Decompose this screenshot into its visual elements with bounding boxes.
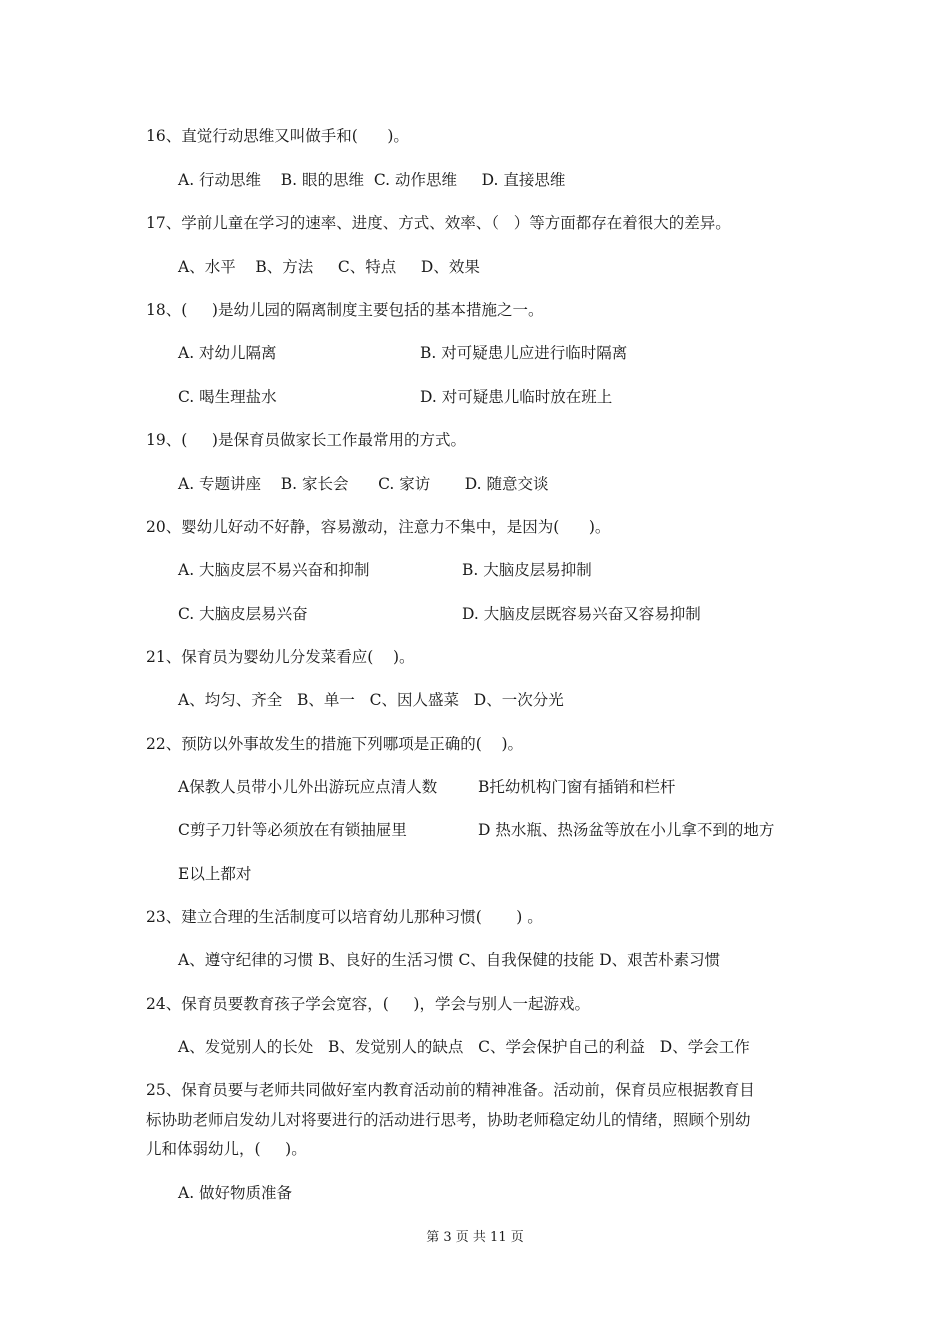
question-19-options: A. 专题讲座 B. 家长会 C. 家访 D. 随意交谈 xyxy=(178,475,549,493)
question-25-option-a: A. 做好物质准备 xyxy=(178,1184,293,1202)
question-25-stem-line-2: 标协助老师启发幼儿对将要进行的活动进行思考，协助老师稳定幼儿的情绪，照顾个别幼 xyxy=(146,1111,751,1129)
question-25-stem-line-1: 25、保育员要与老师共同做好室内教育活动前的精神准备。活动前，保育员应根据教育目 xyxy=(146,1081,755,1099)
question-18-stem: 18、( )是幼儿园的隔离制度主要包括的基本措施之一。 xyxy=(146,301,544,319)
question-18-option-d: D. 对可疑患儿临时放在班上 xyxy=(420,388,613,406)
question-22-option-d: D 热水瓶、热汤盆等放在小儿拿不到的地方 xyxy=(478,821,775,839)
question-16-stem: 16、直觉行动思维又叫做手和( )。 xyxy=(146,127,409,145)
question-19-stem: 19、( )是保育员做家长工作最常用的方式。 xyxy=(146,431,466,449)
question-20-stem: 20、婴幼儿好动不好静，容易激动，注意力不集中，是因为( )。 xyxy=(146,518,611,536)
question-24-stem: 24、保育员要教育孩子学会宽容，( )，学会与别人一起游戏。 xyxy=(146,995,590,1013)
question-17-options: A、水平 B、方法 C、特点 D、效果 xyxy=(178,258,480,276)
question-24-options: A、发觉别人的长处 B、发觉别人的缺点 C、学会保护自己的利益 D、学会工作 xyxy=(178,1038,750,1056)
question-20-option-c: C. 大脑皮层易兴奋 xyxy=(178,605,308,623)
question-18-option-b: B. 对可疑患儿应进行临时隔离 xyxy=(420,344,628,362)
question-20-option-a: A. 大脑皮层不易兴奋和抑制 xyxy=(178,561,370,579)
question-22-option-a: A保教人员带小儿外出游玩应点清人数 xyxy=(178,778,438,796)
question-16-options: A. 行动思维 B. 眼的思维 C. 动作思维 D. 直接思维 xyxy=(178,171,566,189)
question-22-option-e: E以上都对 xyxy=(178,865,252,883)
question-23-stem: 23、建立合理的生活制度可以培育幼儿那种习惯( ) 。 xyxy=(146,908,543,926)
question-22-option-c: C剪子刀针等必须放在有锁抽屉里 xyxy=(178,821,407,839)
question-22-stem: 22、预防以外事故发生的措施下列哪项是正确的( )。 xyxy=(146,735,524,753)
question-20-option-d: D. 大脑皮层既容易兴奋又容易抑制 xyxy=(462,605,701,623)
question-21-options: A、均匀、齐全 B、单一 C、因人盛菜 D、一次分光 xyxy=(178,691,564,709)
question-18-option-a: A. 对幼儿隔离 xyxy=(178,344,277,362)
question-23-options: A、遵守纪律的习惯 B、良好的生活习惯 C、自我保健的技能 D、艰苦朴素习惯 xyxy=(178,951,721,969)
question-18-option-c: C. 喝生理盐水 xyxy=(178,388,277,406)
question-22-option-b: B托幼机构门窗有插销和栏杆 xyxy=(478,778,676,796)
question-17-stem: 17、学前儿童在学习的速率、进度、方式、效率、（ ）等方面都存在着很大的差异。 xyxy=(146,214,731,232)
question-25-stem-line-3: 儿和体弱幼儿，( )。 xyxy=(146,1140,307,1158)
question-20-option-b: B. 大脑皮层易抑制 xyxy=(462,561,592,579)
page-number-footer: 第 3 页 共 11 页 xyxy=(426,1230,524,1245)
question-21-stem: 21、保育员为婴幼儿分发菜看应( )。 xyxy=(146,648,415,666)
